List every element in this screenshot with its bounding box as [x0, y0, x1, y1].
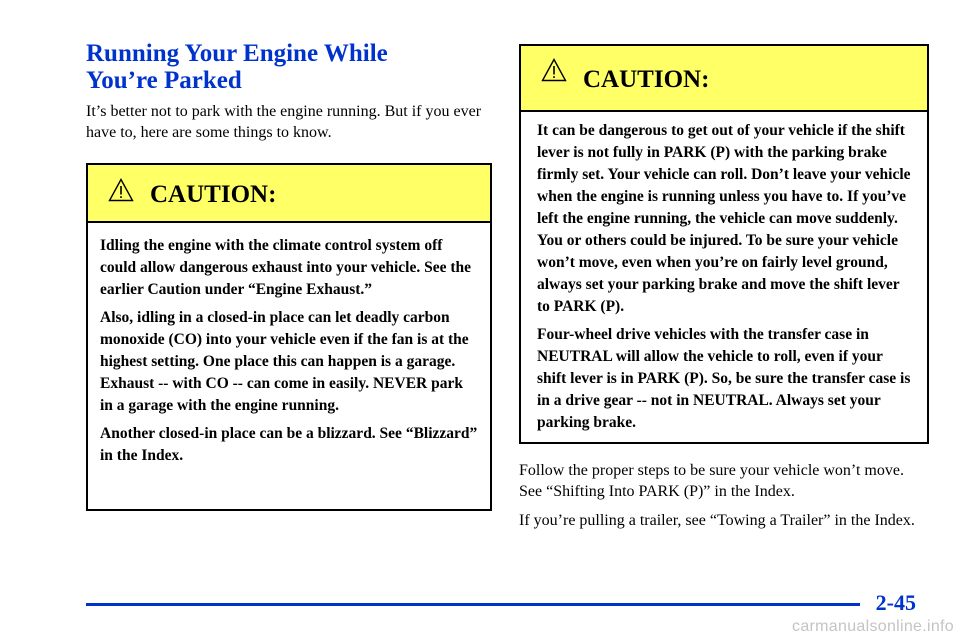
caution-paragraph: It can be dangerous to get out of your vehicle if the shift lever is not fully in PARK (P) with the parking brake firmly set. Your vehicle can roll. Don’t leave your vehicle when the engine is running unless you have to. If you’ve left the engine running, the vehicle can move suddenly. You or others could be injured. To be sure your vehicle won’t move, even when you’re on fairly level ground, always set your parking brake and move the shift lever to PARK (P). — [537, 122, 911, 315]
left-column — [86, 40, 492, 511]
caution-body — [88, 223, 490, 467]
caution-body — [521, 112, 927, 434]
caution-header — [88, 165, 490, 223]
caution-paragraph: Idling the engine with the climate control system off could allow dangerous exhaust into your vehicle. See the earlier Caution under “Engine Exhaust.” — [100, 237, 472, 298]
footer-rule — [86, 603, 860, 606]
section-heading — [86, 40, 492, 94]
section-heading-line-2: You’re Parked — [86, 67, 242, 94]
caution-label: CAUTION: — [150, 181, 277, 208]
caution-box-vehicle-roll — [519, 44, 929, 444]
caution-label: CAUTION: — [583, 66, 710, 93]
caution-header — [521, 46, 927, 112]
caution-box-idling — [86, 163, 492, 511]
caution-paragraph: Another closed-in place can be a blizzard. See “Blizzard” in the Index. — [100, 425, 478, 464]
follow-up-paragraph: Follow the proper steps to be sure your vehicle won’t move. See “Shifting Into PARK (P)” in the Index. — [519, 462, 904, 500]
page-number: 2-45 — [875, 590, 916, 615]
warning-triangle-icon — [541, 58, 567, 82]
right-column — [519, 44, 929, 531]
caution-paragraph: Four-wheel drive vehicles with the transfer case in NEUTRAL will allow the vehicle to roll, even if your shift lever is in PARK (P). So, be sure the transfer case is in a drive gear -- not in NEUTRAL. Always set your parking brake. — [537, 326, 911, 431]
watermark: carmanualsonline.info — [792, 618, 954, 635]
follow-up-paragraph: If you’re pulling a trailer, see “Towing a Trailer” in the Index. — [519, 512, 915, 529]
section-heading-line-1: Running Your Engine While — [86, 40, 388, 67]
intro-paragraph: It’s better not to park with the engine running. But if you ever have to, here are some things to know. — [86, 103, 482, 141]
caution-paragraph: Also, idling in a closed-in place can let deadly carbon monoxide (CO) into your vehicle even if the fan is at the highest setting. One place this can happen is a garage. Exhaust -- with CO -- can come in easily. NEVER park in a garage with the engine running. — [100, 309, 469, 414]
follow-up-text — [519, 460, 929, 531]
warning-triangle-icon — [108, 178, 134, 202]
